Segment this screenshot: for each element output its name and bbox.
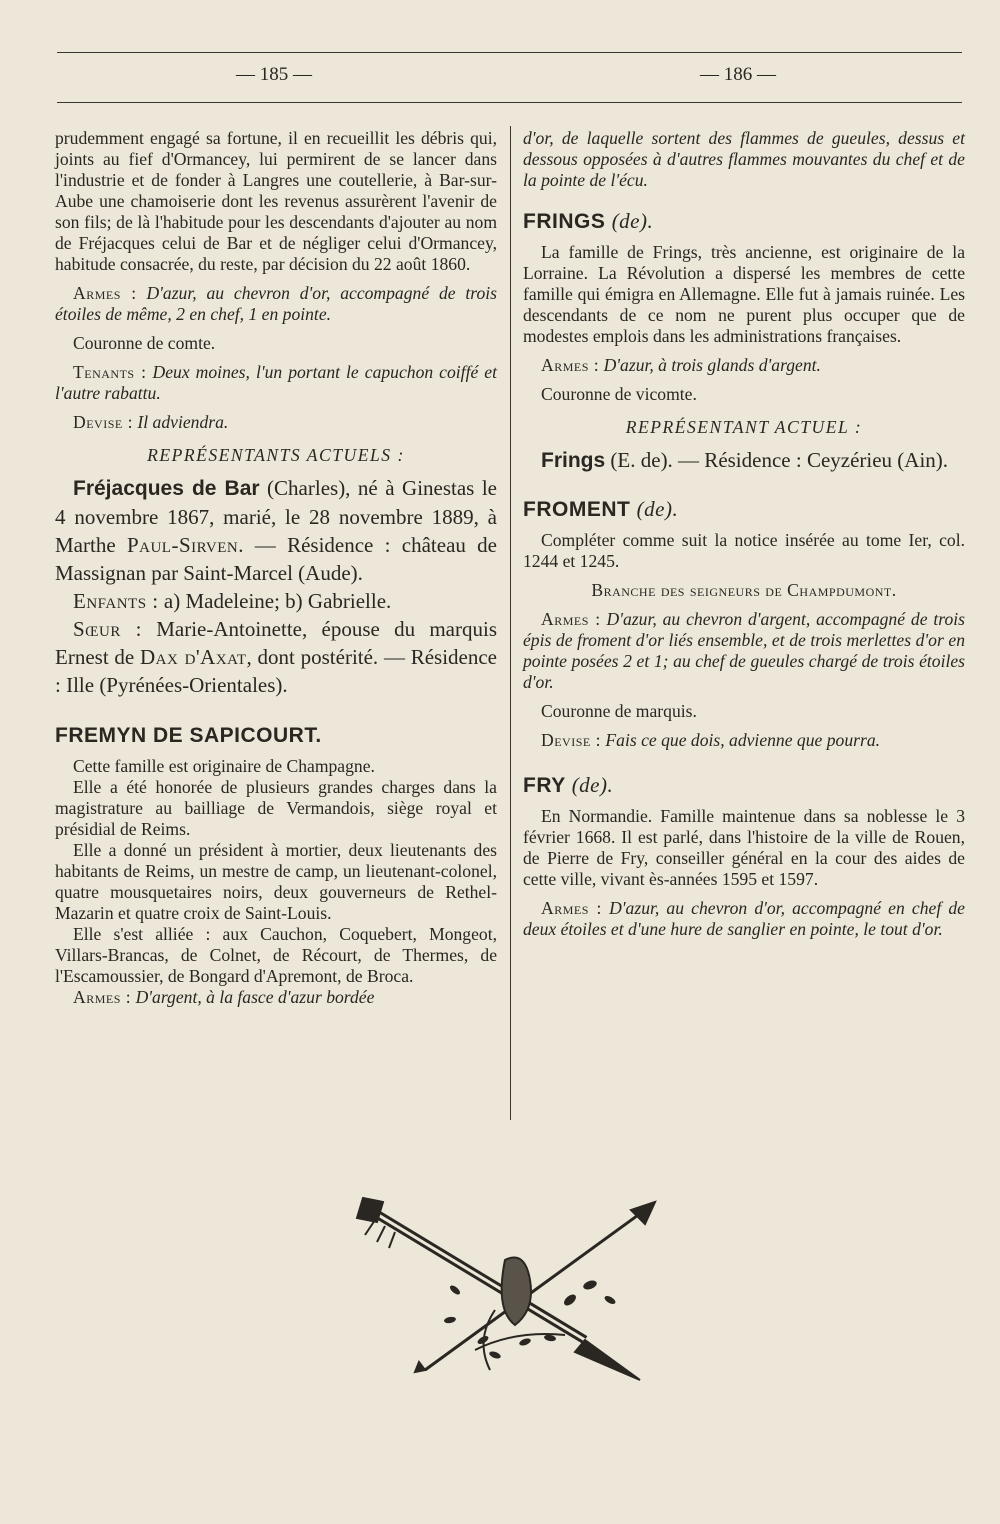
froment-armes-text: D'azur, au chevron d'argent, accompagné de trois épis de froment d'or liés ensemble, et de trois merlettes d'or en pointe posées 2 et 1; au chef de gueules chargé de trois étoiles d'or.	[523, 609, 966, 692]
devise-text: Il adviendra.	[137, 412, 229, 432]
fremyn-armes-line	[55, 987, 497, 1008]
froment-armes-label: Armes :	[541, 609, 601, 629]
continued-paragraph: prudemment engagé sa fortune, il en recueillit les débris qui, joints au fief d'Ormancey, lui permirent de se lancer dans l'industrie et de fonder à Langres une coutellerie, à Bar-sur-Aube une chamoiserie dont les revenus assurèrent l'avenir de son fils; de là l'habitude pour les descendants d'ajouter au nom de Fréjacques celui de Bar et de négliger celui d'Ormancey, habitude consacrée, du reste, par décision du 22 août 1860.	[55, 128, 497, 274]
armes-text: D'azur, au chevron d'or, accompagné de trois étoiles de même, 2 en chef, 1 en pointe.	[55, 283, 497, 324]
enfants-text: a) Madeleine; b) Gabrielle.	[158, 589, 392, 613]
fremyn-heading: FREMYN DE SAPICOURT.	[55, 724, 322, 747]
page-number-right: — 186 —	[700, 64, 776, 85]
frings-title: FRINGS	[523, 210, 606, 233]
header-rule	[57, 102, 962, 103]
fry-armes-text: D'azur, au chevron d'or, accompagné en chef de deux étoiles et d'une hure de sanglier en pointe, le tout d'or.	[523, 898, 965, 939]
fremyn-para-2: Elle a été honorée de plusieurs grandes charges dans la magistrature au bailliage de Vermandois, siège royal et présidial de Reims.	[55, 777, 497, 839]
devise-line	[55, 412, 497, 433]
froment-para: Compléter comme suit la notice insérée au tome Ier, col. 1244 et 1245.	[523, 530, 965, 571]
frings-para: La famille de Frings, très ancienne, est originaire de la Lorraine. La Révolution a dispersé les membres de cette famille qui émigra en Allemagne. Elle fut à jamais ruinée. Les descendants de ce nom ne purent plus occuper que de modestes emplois dans les administrations françaises.	[523, 242, 965, 346]
frings-heading	[523, 211, 965, 232]
continued-armes: d'or, de laquelle sortent des flammes de gueules, dessus et dessous opposées à d'autres flammes mouvantes du chef et de la pointe de l'écu.	[523, 128, 965, 190]
froment-title: FROMENT	[523, 498, 631, 521]
spouse-name: Paul-Sirven	[126, 533, 239, 557]
fremyn-para-3: Elle a donné un président à mortier, deux lieutenants des habitants de Reims, un mestre de camp, un lieutenant-colonel, quatre mousquetaires noirs, deux gouverneurs de Rethel-Mazarin et quatre croix de Saint-Louis.	[55, 840, 497, 923]
froment-devise-line	[523, 730, 965, 751]
right-column	[523, 128, 965, 940]
frings-representant-text: (E. de). — Résidence : Ceyzérieu (Ain).	[605, 448, 949, 472]
representant-name: Fréjacques de Bar	[73, 477, 260, 500]
column-divider	[510, 126, 511, 1120]
fremyn-para-1: Cette famille est originaire de Champagne.	[73, 756, 375, 776]
representants-heading: REPRÉSENTANTS ACTUELS :	[147, 445, 405, 465]
froment-heading	[523, 499, 965, 520]
top-rule	[57, 52, 962, 53]
soeur-spouse: Dax d'Axat	[139, 645, 247, 669]
soeur-text: Marie-Antoinette, épouse du marquis Ernest de	[55, 617, 497, 669]
soeur-label: Sœur :	[73, 617, 142, 641]
frings-representant-entry	[523, 446, 965, 475]
froment-devise-text: Fais ce que dois, advienne que pourra.	[605, 730, 881, 750]
fry-armes-line	[523, 898, 965, 940]
representant-residence: . — Résidence : château de Massignan par Saint-Marcel (Aude).	[55, 533, 497, 585]
froment-devise-label: Devise :	[541, 730, 601, 750]
representant-text: (Charles), né à Ginestas le 4 novembre 1867, marié, le 28 novembre 1889, à Marthe	[55, 476, 497, 557]
fry-armes-label: Armes :	[541, 898, 602, 918]
frings-armes-label: Armes :	[541, 355, 600, 375]
froment-armes-line	[523, 609, 965, 693]
soeur-residence: , dont postérité. — Résidence : Ille (Pyrénées-Orientales).	[55, 645, 497, 697]
representant-entry	[55, 474, 497, 587]
frings-representant-heading: REPRÉSENTANT ACTUEL :	[625, 417, 863, 437]
tenants-label: Tenants :	[73, 362, 147, 382]
frings-armes-text: D'azur, à trois glands d'argent.	[603, 355, 821, 375]
froment-branche: Branche des seigneurs de Champdumont.	[591, 580, 897, 600]
armes-label: Armes :	[73, 283, 137, 303]
tenants-line	[55, 362, 497, 404]
enfants-line	[55, 587, 497, 615]
couronne-line: Couronne de comte.	[73, 333, 216, 353]
armes-line	[55, 283, 497, 325]
trophy-ornament-icon	[355, 1190, 665, 1390]
fremyn-armes-text: D'argent, à la fasce d'azur bordée	[135, 987, 375, 1007]
frings-particle: (de).	[611, 209, 654, 233]
froment-couronne: Couronne de marquis.	[541, 701, 697, 721]
fry-para: En Normandie. Famille maintenue dans sa noblesse le 3 février 1668. Il est parlé, dans l'histoire de la ville de Rouen, de Pierre de Fry, conseiller général en la cour des aides de cette ville, vivant ès-années 1595 et 1597.	[523, 806, 965, 889]
frings-couronne: Couronne de vicomte.	[541, 384, 697, 404]
tenants-text: Deux moines, l'un portant le capuchon coiffé et l'autre rabattu.	[55, 362, 497, 403]
froment-particle: (de).	[636, 497, 679, 521]
fremyn-para-4: Elle s'est alliée : aux Cauchon, Coquebert, Mongeot, Villars-Brancas, de Colnet, de Récourt, de Thermes, de l'Escamoussier, de Bongard d'Apremont, de Broca.	[55, 924, 497, 986]
enfants-label: Enfants :	[73, 589, 159, 613]
fremyn-armes-label: Armes :	[73, 987, 132, 1007]
page-number-left: — 185 —	[236, 64, 312, 85]
frings-representant-name: Frings	[541, 449, 606, 472]
soeur-line	[55, 615, 497, 699]
devise-label: Devise :	[73, 412, 133, 432]
left-column	[55, 128, 497, 1008]
fry-particle: (de).	[571, 773, 614, 797]
fry-title: FRY	[523, 774, 566, 797]
fry-heading	[523, 775, 965, 796]
frings-armes-line	[523, 355, 965, 376]
